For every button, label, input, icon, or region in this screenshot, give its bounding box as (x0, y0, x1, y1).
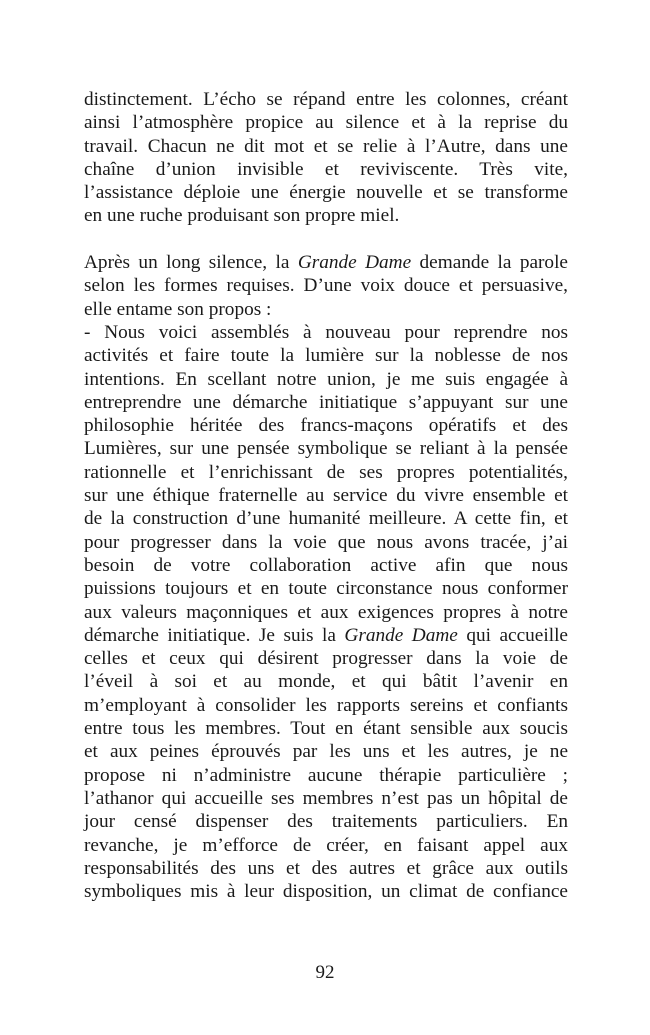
text-line: en une ruche produisant son propre miel. (84, 205, 400, 227)
text-line (84, 624, 568, 647)
text-line: activités et faire toute la lumière sur la noblesse de nos (84, 345, 568, 367)
text-line (84, 251, 568, 274)
text-line: chaîne d’union invisible et reviviscente. Très vite, (84, 158, 568, 180)
text-fragment: démarche initiatique. Je suis la (84, 624, 345, 646)
text-line: philosophie héritée des francs-maçons opératifs et des (84, 415, 568, 437)
text-line: revanche, je m’efforce de créer, en faisant appel aux (84, 834, 568, 856)
text-line: - Nous voici assemblés à nouveau pour reprendre nos (84, 321, 568, 343)
text-line: elle entame son propos : (84, 298, 272, 320)
text-line: entre tous les membres. Tout en étant sensible aux soucis (84, 718, 568, 740)
paragraph-2 (84, 251, 568, 321)
paragraph-3 (84, 321, 568, 903)
italic-title: Grande Dame (344, 624, 458, 646)
text-line: responsabilités des uns et des autres et grâce aux outils (84, 857, 568, 879)
text-line: et aux peines éprouvés par les uns et les autres, je ne (84, 741, 568, 763)
text-line: Lumières, sur une pensée symbolique se reliant à la pensée (84, 438, 568, 460)
text-line: de la construction d’une humanité meilleure. A cette fin, et (84, 508, 568, 530)
paragraph-gap (84, 228, 568, 251)
text-line: m’employant à consolider les rapports sereins et confiants (84, 694, 568, 716)
text-line: l’éveil à soi et au monde, et qui bâtit l’avenir en (84, 671, 568, 693)
text-line: intentions. En scellant notre union, je me suis engagée à (84, 368, 568, 390)
text-line: entreprendre une démarche initiatique s’appuyant sur une (84, 391, 568, 413)
italic-title: Grande Dame (297, 252, 412, 274)
text-fragment: Après un long silence, la (84, 252, 298, 274)
text-line: pour progresser dans la voie que nous avons tracée, j’ai (84, 531, 568, 553)
page-text (84, 88, 568, 903)
text-line: besoin de votre collaboration active afin que nous (84, 554, 568, 576)
text-line: jour censé dispenser des traitements particuliers. En (84, 811, 568, 833)
text-line: aux valeurs maçonniques et aux exigences propres à notre (84, 601, 568, 623)
text-line: l’assistance déploie une énergie nouvelle et se transforme (84, 182, 568, 204)
text-line: ainsi l’atmosphère propice au silence et à la reprise du (84, 112, 568, 134)
text-line: selon les formes requises. D’une voix douce et persuasive, (84, 275, 568, 297)
text-line: puissions toujours et en toute circonstance nous conformer (84, 578, 568, 600)
text-line: distinctement. L’écho se répand entre les colonnes, créant (84, 89, 568, 110)
text-line: symboliques mis à leur disposition, un climat de confiance (84, 881, 568, 903)
text-fragment: qui accueille (457, 624, 568, 646)
text-line: rationnelle et l’enrichissant de ses propres potentialités, (84, 461, 568, 483)
page-number: 92 (315, 962, 335, 983)
text-fragment: demande la parole (411, 252, 568, 274)
paragraph-1 (84, 88, 568, 228)
text-line: l’athanor qui accueille ses membres n’est pas un hôpital de (84, 787, 568, 809)
text-line: travail. Chacun ne dit mot et se relie à l’Autre, dans une (84, 135, 568, 157)
text-line: celles et ceux qui désirent progresser dans la voie de (84, 648, 568, 670)
text-line: sur une éthique fraternelle au service du vivre ensemble et (84, 485, 568, 507)
text-line: propose ni n’administre aucune thérapie particulière ; (84, 764, 568, 786)
